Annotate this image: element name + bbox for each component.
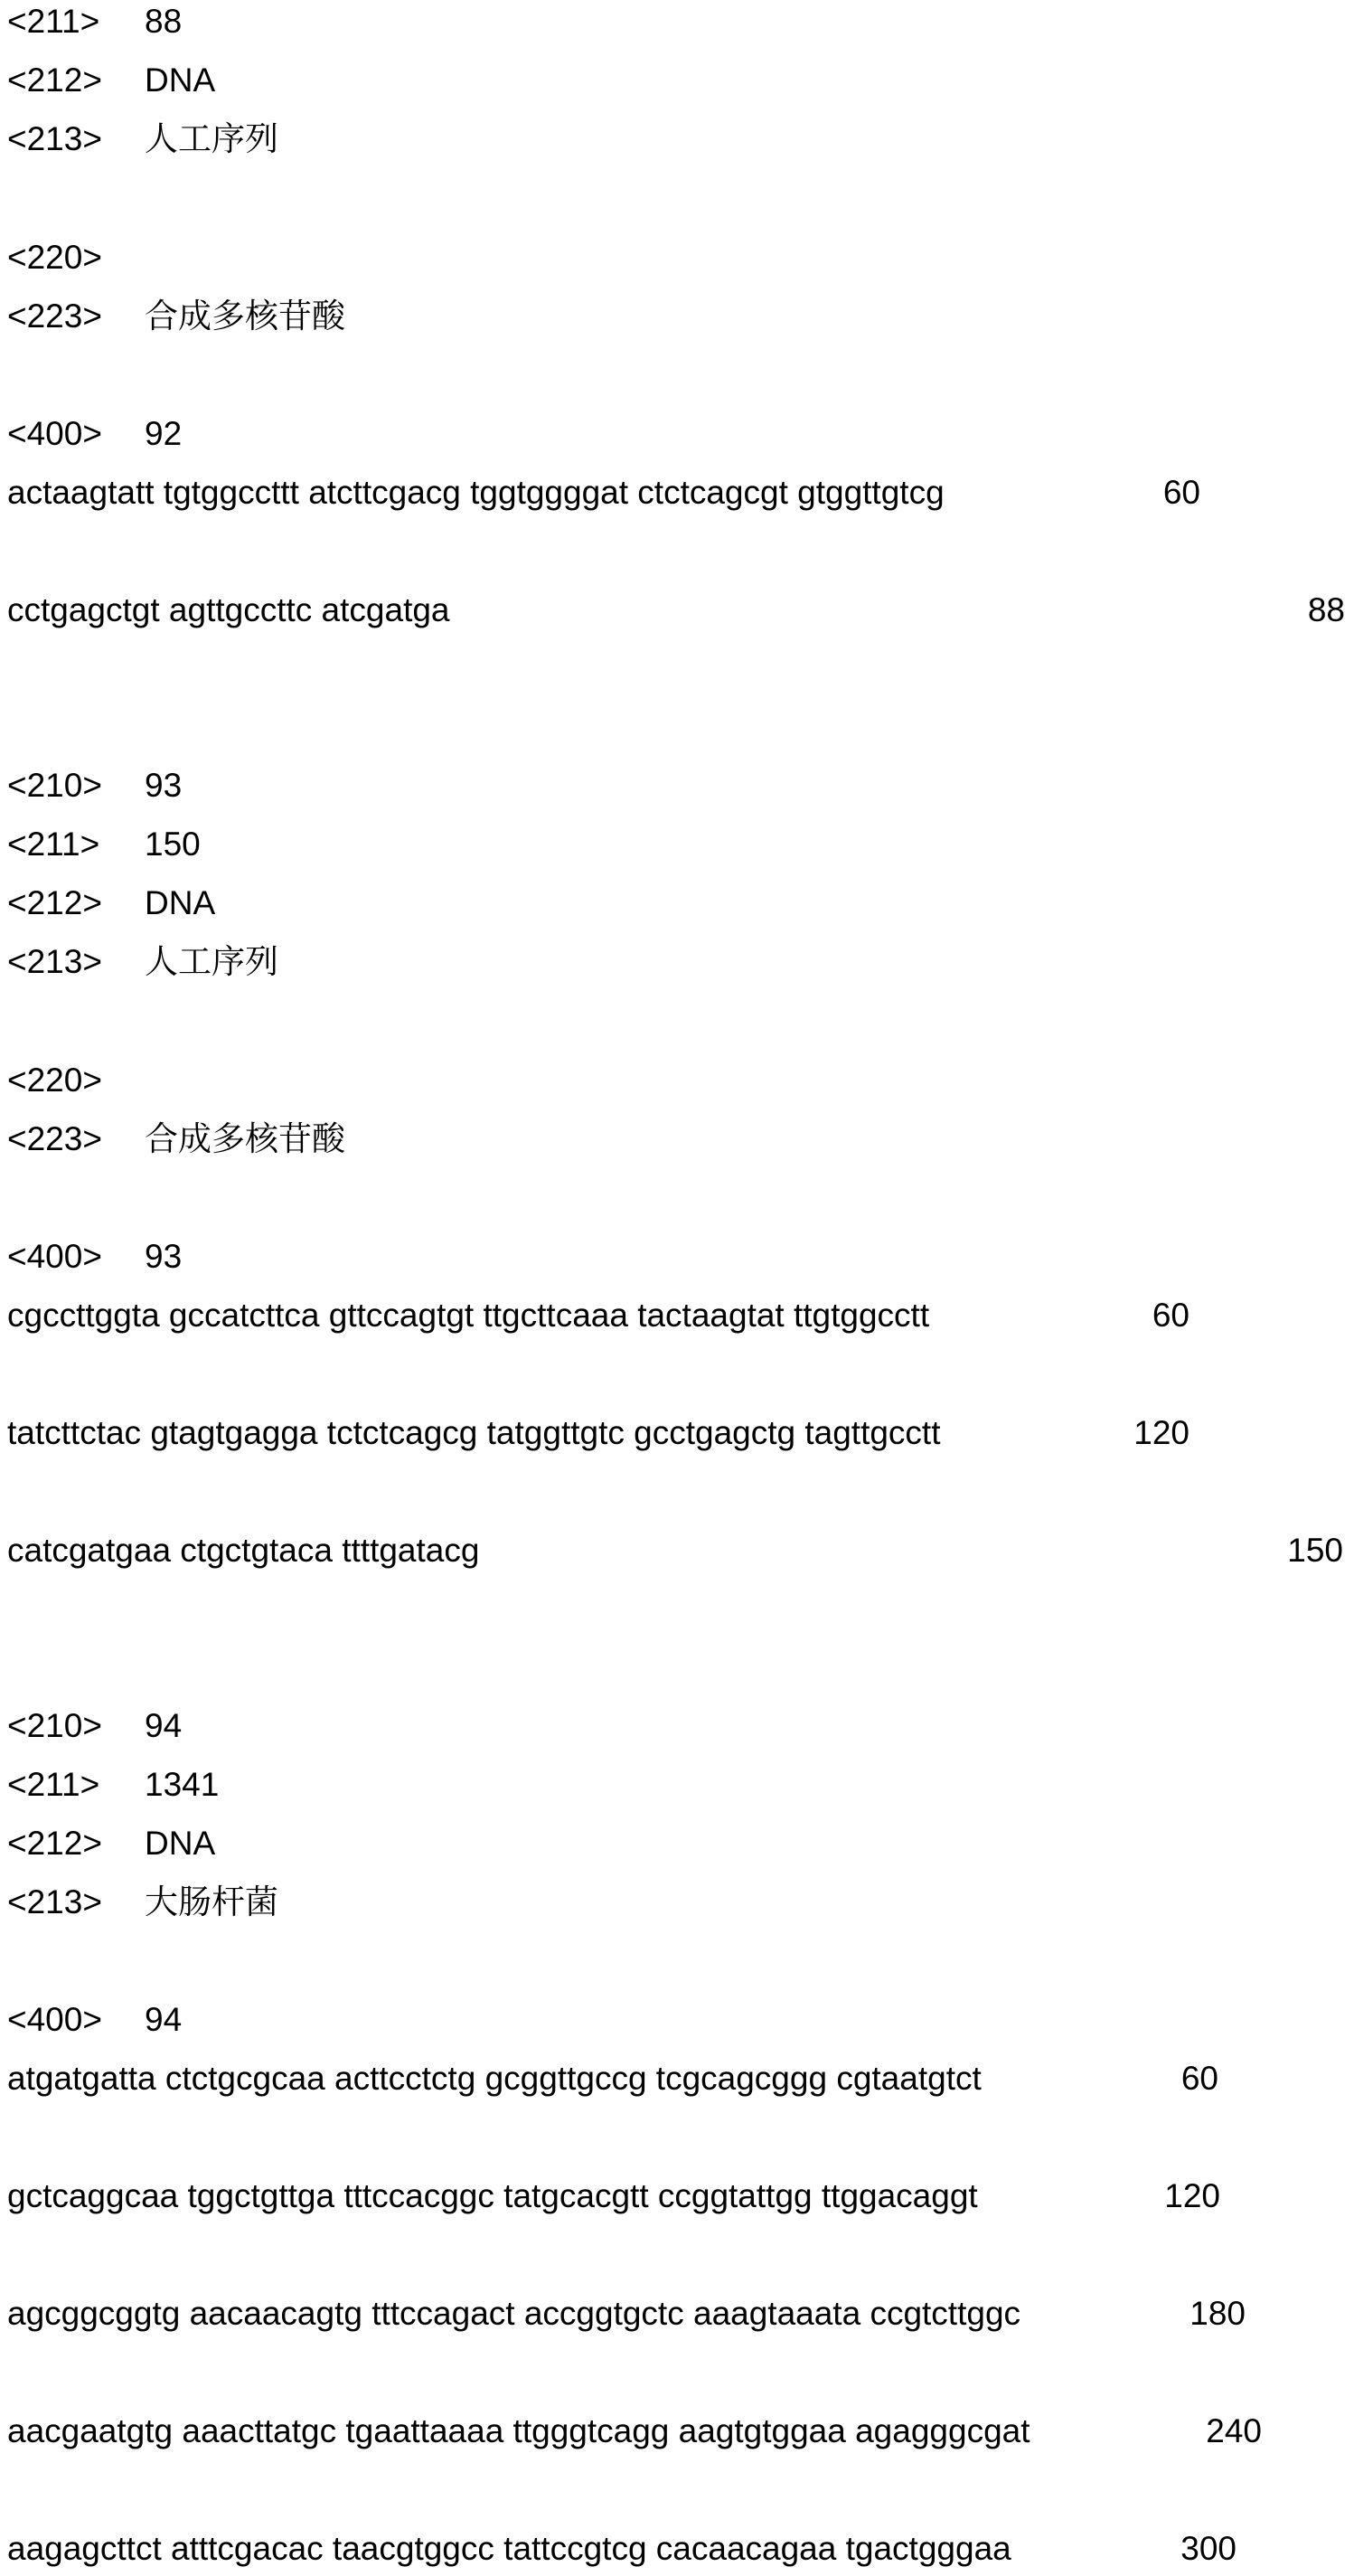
sequence-line: actaagtatt tgtggccttt atcttcgacg tggtggggat ctctcagcgt gtggttgtcg — [7, 474, 945, 511]
field-tag: <212> — [7, 61, 102, 99]
field-value: DNA — [145, 1825, 216, 1862]
field-210 — [7, 1703, 182, 1750]
field-tag: <400> — [7, 1238, 102, 1275]
field-tag: <211> — [7, 1766, 100, 1803]
field-value: 1341 — [145, 1766, 220, 1803]
field-tag: <400> — [7, 2001, 102, 2038]
sequence-line: cctgagctgt agttgccttc atcgatga — [7, 591, 450, 628]
field-400 — [7, 1233, 182, 1280]
field-tag: <211> — [7, 3, 100, 40]
sequence-position: 240 — [1206, 2412, 1262, 2449]
sequence-line: cgccttggta gccatcttca gttccagtgt ttgcttcaaa tactaagtat ttgtggcctt — [7, 1297, 930, 1334]
field-value: DNA — [145, 884, 216, 921]
field-value: 94 — [145, 2001, 183, 2038]
field-tag: <220> — [7, 239, 102, 276]
sequence-position: 60 — [1162, 474, 1200, 511]
field-tag: <213> — [7, 1883, 102, 1920]
field-tag: <223> — [7, 1120, 102, 1157]
field-tag: <211> — [7, 826, 100, 863]
field-tag: <223> — [7, 297, 102, 335]
field-value: 88 — [145, 3, 183, 40]
field-400 — [7, 410, 182, 458]
field-value: 合成多核苷酸 — [145, 1119, 345, 1158]
field-210 — [7, 762, 182, 809]
sequence-line: aacgaatgtg aaacttatgc tgaattaaaa ttgggtcagg aagtgtggaa agagggcgat — [7, 2412, 1030, 2449]
field-223 — [7, 1116, 345, 1163]
field-211 — [7, 1761, 219, 1808]
field-220 — [7, 1057, 145, 1104]
field-223 — [7, 293, 345, 340]
sequence-line: agcggcggtg aacaacagtg tttccagact accggtgctc aaagtaaata ccgtcttggc — [7, 2295, 1021, 2332]
sequence-position: 120 — [1133, 1414, 1189, 1451]
field-400 — [7, 1996, 182, 2043]
field-213 — [7, 1879, 278, 1926]
field-tag: <210> — [7, 1707, 102, 1744]
field-value: 93 — [145, 1238, 183, 1275]
field-212 — [7, 880, 215, 927]
field-value: 合成多核苷酸 — [145, 297, 345, 335]
field-value: DNA — [145, 61, 216, 99]
field-212 — [7, 57, 215, 104]
field-tag: <400> — [7, 415, 102, 452]
sequence-line: tatcttctac gtagtgagga tctctcagcg tatggttgtc gcctgagctg tagttgcctt — [7, 1414, 941, 1451]
sequence-line: catcgatgaa ctgctgtaca ttttgatacg — [7, 1532, 480, 1569]
sequence-line: aagagcttct atttcgacac taacgtggcc tattccgtcg cacaacagaa tgactgggaa — [7, 2530, 1011, 2567]
sequence-position: 60 — [1152, 1297, 1189, 1334]
field-value: 93 — [145, 767, 183, 804]
sequence-position: 60 — [1180, 2060, 1218, 2097]
sequence-line: atgatgatta ctctgcgcaa acttcctctg gcggttgccg tcgcagcggg cgtaatgtct — [7, 2060, 982, 2097]
sequence-position: 300 — [1180, 2530, 1236, 2567]
field-tag: <212> — [7, 884, 102, 921]
field-tag: <212> — [7, 1825, 102, 1862]
field-213 — [7, 116, 278, 163]
field-value: 大肠杆菌 — [145, 1882, 278, 1921]
sequence-position: 120 — [1164, 2177, 1220, 2214]
field-220 — [7, 234, 145, 281]
field-213 — [7, 939, 278, 986]
field-211 — [7, 821, 201, 868]
field-211 — [7, 0, 182, 45]
sequence-position: 180 — [1189, 2295, 1246, 2332]
sequence-line: gctcaggcaa tggctgttga tttccacggc tatgcacgtt ccggtattgg ttggacaggt — [7, 2177, 978, 2214]
field-tag: <220> — [7, 1062, 102, 1099]
sequence-position: 150 — [1287, 1532, 1343, 1569]
field-tag: <210> — [7, 767, 102, 804]
field-value: 150 — [145, 826, 201, 863]
field-tag: <213> — [7, 943, 102, 980]
sequence-position: 88 — [1307, 591, 1345, 628]
field-value: 人工序列 — [145, 942, 278, 981]
field-tag: <213> — [7, 120, 102, 157]
field-212 — [7, 1820, 215, 1867]
field-value: 人工序列 — [145, 119, 278, 158]
field-value: 94 — [145, 1707, 183, 1744]
field-value: 92 — [145, 415, 183, 452]
